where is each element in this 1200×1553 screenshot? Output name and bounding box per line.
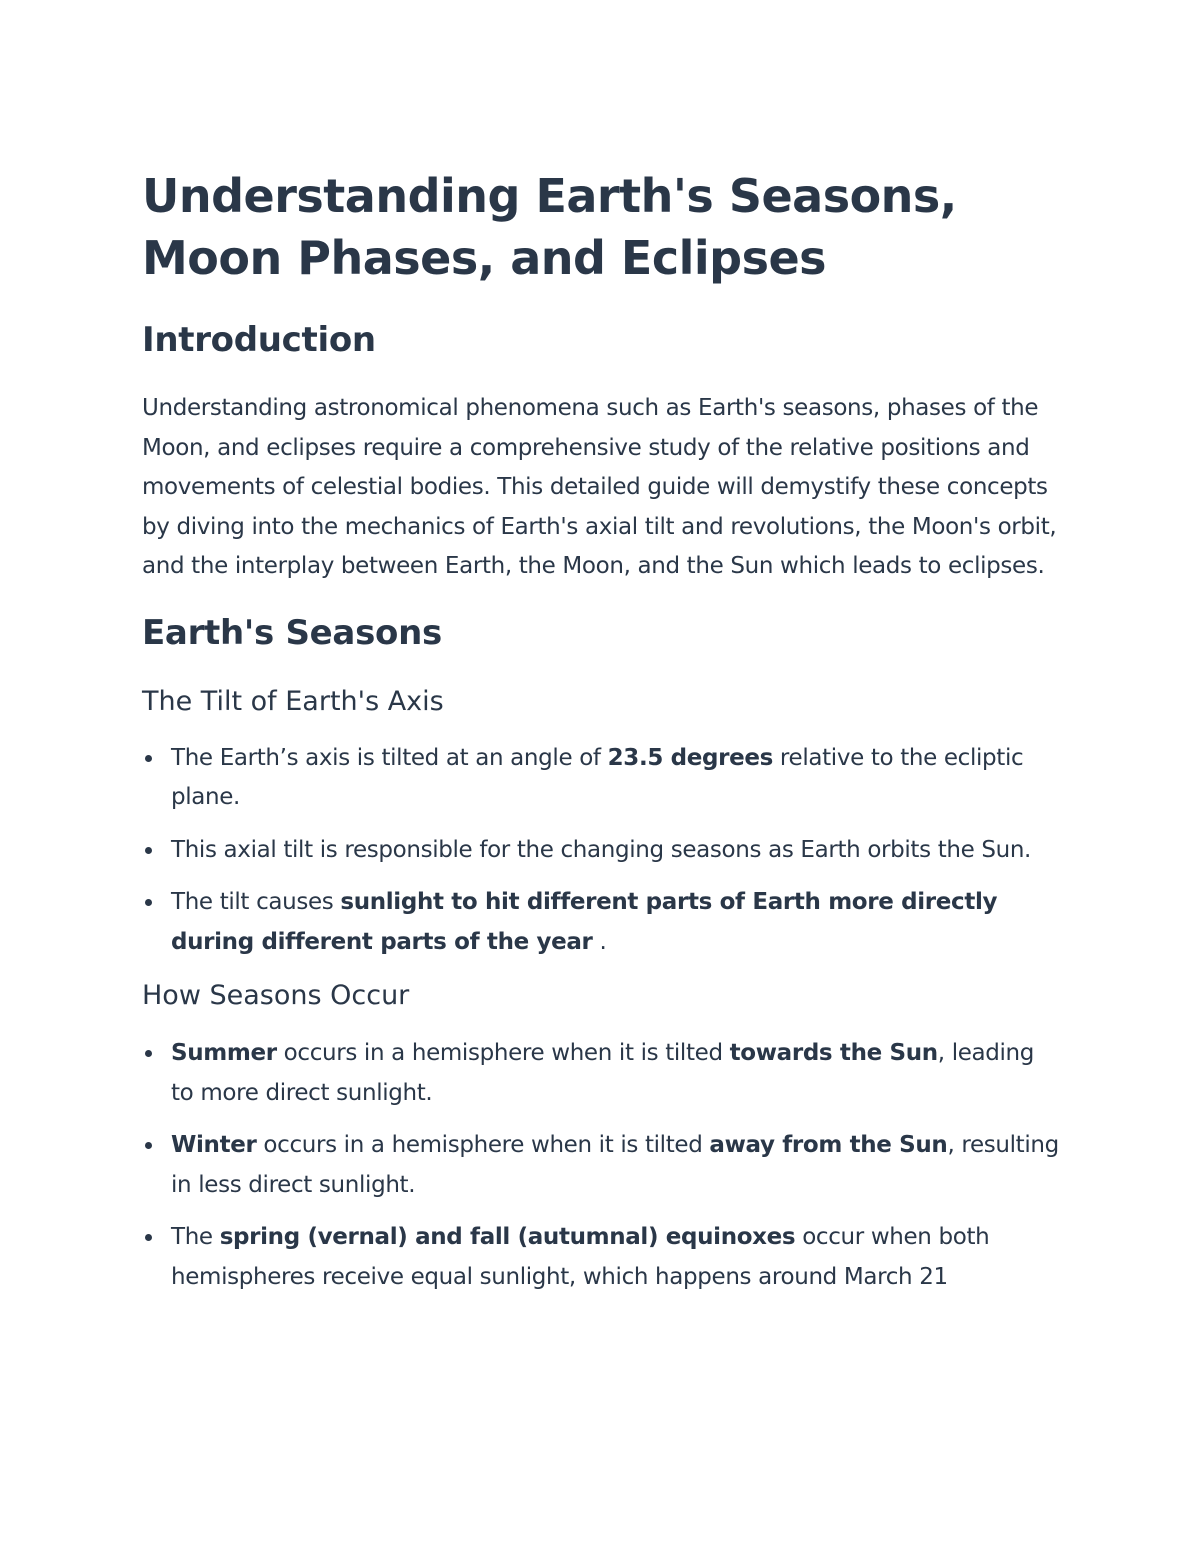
list-item: [142, 883, 1062, 962]
item-text: relative to the ecliptic plane.: [171, 744, 1024, 810]
bullet-icon: [145, 847, 152, 854]
list-item: [142, 1034, 1062, 1113]
item-text: .: [592, 928, 607, 955]
item-text: , resulting in less direct sunlight.: [171, 1132, 1059, 1198]
item-bold: spring (vernal) and fall (autumnal) equinoxes: [219, 1224, 796, 1250]
item-text: The tilt causes: [171, 889, 341, 915]
item-text: occurs in a hemisphere when it is tilted: [276, 1040, 730, 1066]
how-seasons-list: [142, 1034, 1062, 1297]
item-bold: 23.5 degrees: [607, 744, 773, 771]
item-bold: away from the Sun: [709, 1132, 948, 1158]
item-text: , leading to more direct sunlight.: [171, 1040, 1035, 1106]
bullet-icon: [145, 755, 152, 762]
list-item: [142, 831, 1062, 871]
item-bold: towards the Sun: [729, 1040, 938, 1066]
item-bold: Summer: [171, 1040, 277, 1066]
list-item: [142, 739, 1062, 818]
item-text: occur when both hemispheres receive equal sunlight, which happens around March 21: [171, 1224, 990, 1290]
item-bold: sunlight to hit different parts of Earth more directly during different parts of the year: [171, 889, 998, 955]
how-seasons-subheading: How Seasons Occur: [142, 980, 410, 1011]
item-text: The: [171, 1224, 220, 1250]
seasons-heading: Earth's Seasons: [142, 612, 442, 653]
item-text: The Earth’s axis is tilted at an angle of: [171, 744, 608, 771]
item-bold: Winter: [171, 1132, 257, 1158]
bullet-icon: [145, 1234, 152, 1241]
tilt-subheading: The Tilt of Earth's Axis: [142, 685, 444, 717]
bullet-icon: [145, 899, 152, 906]
item-text: This axial tilt is responsible for the changing seasons as Earth orbits the Sun.: [171, 836, 1032, 863]
page-title: Understanding Earth's Seasons, Moon Phases, and Eclipses: [142, 169, 957, 285]
list-item: [142, 1218, 1062, 1297]
introduction-heading: Introduction: [142, 320, 376, 360]
item-text: occurs in a hemisphere when it is tilted: [256, 1132, 710, 1158]
bullet-icon: [145, 1142, 152, 1149]
list-item: [142, 1126, 1062, 1205]
introduction-paragraph: Understanding astronomical phenomena such as Earth's seasons, phases of the Moon, and eclipses require a comprehensive study of the relative positions and movements of celestial bodies. This detailed guide will demystify these concepts by diving into the mechanics of Earth's axial tilt and revolutions, the Moon's orbit, and the interplay between Earth, the Moon, and the Sun which leads to eclipses.: [142, 395, 1057, 579]
bullet-icon: [145, 1050, 152, 1057]
document-page: [142, 165, 1062, 1310]
tilt-list: [142, 739, 1062, 963]
